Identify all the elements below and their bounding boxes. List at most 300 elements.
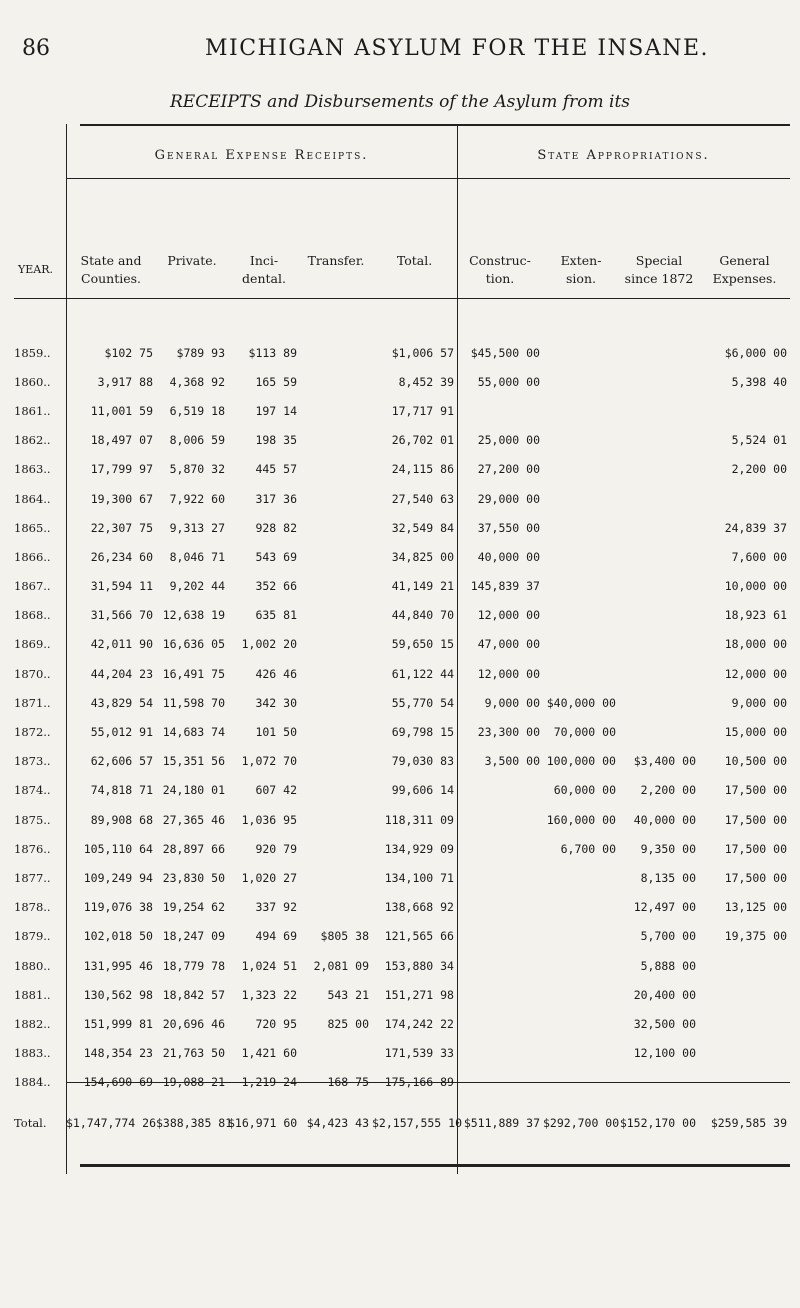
running-title: MICHIGAN ASYLUM FOR THE INSANE. (205, 36, 710, 61)
amount-cell: 61,122 44 (391, 666, 454, 681)
amount-cell: 18,923 61 (724, 608, 787, 623)
year-cell: 1860.. (14, 374, 51, 389)
amount-cell (543, 396, 619, 425)
amount-cell (457, 776, 543, 805)
amount-cell: 74,818 71 (90, 783, 153, 798)
amount-cell (300, 572, 372, 601)
amount-cell: 29,000 00 (477, 491, 540, 506)
amount-cell: 352 66 (255, 579, 297, 594)
amount-cell: 5,700 00 (640, 929, 696, 944)
amount-cell: 1,036 95 (241, 812, 297, 827)
group-header-general-expense: General Expense Receipts. (154, 148, 369, 163)
year-cell: 1876.. (14, 841, 51, 856)
col-header-total: Total. (396, 253, 433, 268)
amount-cell: 635 81 (255, 608, 297, 623)
amount-cell: 24,180 01 (162, 783, 225, 798)
amount-cell: 18,247 09 (162, 929, 225, 944)
table-row (14, 455, 790, 484)
amount-cell: $45,500 00 (470, 345, 540, 360)
amount-cell: 543 69 (255, 549, 297, 564)
header-bottom-rule (14, 298, 790, 299)
amount-cell (300, 630, 372, 659)
total-cell: $388,385 81 (156, 1116, 233, 1130)
amount-cell: $789 93 (176, 345, 225, 360)
amount-cell (300, 396, 372, 425)
amount-cell: 7,922 60 (169, 491, 225, 506)
amount-cell: 17,500 00 (724, 841, 787, 856)
amount-cell (300, 747, 372, 776)
amount-cell: 24,839 37 (724, 520, 787, 535)
table-row (14, 922, 790, 951)
amount-cell: 17,500 00 (724, 812, 787, 827)
total-cell: $259,585 39 (710, 1116, 787, 1130)
amount-cell (543, 1039, 619, 1068)
table-row (14, 893, 790, 922)
amount-cell (543, 863, 619, 892)
amount-cell: 101 50 (255, 725, 297, 740)
amount-cell (300, 455, 372, 484)
amount-cell (457, 863, 543, 892)
amount-cell: 19,088 21 (162, 1075, 225, 1090)
amount-cell: 8,452 39 (398, 374, 454, 389)
year-cell: 1883.. (14, 1046, 51, 1061)
amount-cell: 160,000 00 (546, 812, 616, 827)
amount-cell: 44,840 70 (391, 608, 454, 623)
amount-cell: 18,842 57 (162, 987, 225, 1002)
amount-cell: 15,351 56 (162, 754, 225, 769)
amount-cell (300, 863, 372, 892)
table-row (14, 980, 790, 1009)
amount-cell: 337 92 (255, 900, 297, 915)
amount-cell: 18,000 00 (724, 637, 787, 652)
amount-cell (457, 396, 543, 425)
amount-cell: 10,000 00 (724, 579, 787, 594)
amount-cell: 494 69 (255, 929, 297, 944)
year-cell: 1874.. (14, 783, 51, 798)
amount-cell: 55,770 54 (391, 695, 454, 710)
amount-cell (543, 893, 619, 922)
amount-cell: 11,001 59 (90, 403, 153, 418)
amount-cell (619, 426, 699, 455)
amount-cell: 3,917 88 (97, 374, 153, 389)
totals-rule (66, 1082, 790, 1083)
amount-cell: 27,540 63 (391, 491, 454, 506)
amount-cell: 31,594 11 (90, 579, 153, 594)
year-cell: 1873.. (14, 754, 51, 769)
year-cell: 1862.. (14, 433, 51, 448)
amount-cell: 1,002 20 (241, 637, 297, 652)
amount-cell: 607 42 (255, 783, 297, 798)
amount-cell: $3,400 00 (633, 754, 696, 769)
amount-cell (543, 572, 619, 601)
amount-cell: 22,307 75 (90, 520, 153, 535)
amount-cell (300, 542, 372, 571)
amount-cell: 9,000 00 (731, 695, 787, 710)
amount-cell (300, 776, 372, 805)
amount-cell: 16,636 05 (162, 637, 225, 652)
year-cell: 1877.. (14, 870, 51, 885)
amount-cell: $113 89 (248, 345, 297, 360)
col-header-general-expenses: General Expenses. (712, 253, 777, 286)
amount-cell: 19,375 00 (724, 929, 787, 944)
amount-cell (457, 980, 543, 1009)
amount-cell (300, 338, 372, 367)
amount-cell: 1,323 22 (241, 987, 297, 1002)
amount-cell: 8,046 71 (169, 549, 225, 564)
amount-cell: 165 59 (255, 374, 297, 389)
amount-cell: 23,300 00 (477, 725, 540, 740)
amount-cell: 5,888 00 (640, 958, 696, 973)
amount-cell: 100,000 00 (546, 754, 616, 769)
amount-cell (543, 601, 619, 630)
year-cell: 1863.. (14, 462, 51, 477)
amount-cell: 445 57 (255, 462, 297, 477)
amount-cell (457, 834, 543, 863)
amount-cell: 3,500 00 (484, 754, 540, 769)
amount-cell (300, 893, 372, 922)
col-header-extension: Exten- sion. (560, 253, 602, 286)
amount-cell: 15,000 00 (724, 725, 787, 740)
amount-cell: 32,549 84 (391, 520, 454, 535)
amount-cell: 43,829 54 (90, 695, 153, 710)
table-row (14, 396, 790, 425)
amount-cell (457, 922, 543, 951)
amount-cell: 40,000 00 (477, 549, 540, 564)
amount-cell: $1,006 57 (391, 345, 454, 360)
amount-cell (619, 630, 699, 659)
table-row (14, 484, 790, 513)
amount-cell (543, 1009, 619, 1038)
amount-cell: 1,072 70 (241, 754, 297, 769)
amount-cell: $6,000 00 (724, 345, 787, 360)
amount-cell: 720 95 (255, 1016, 297, 1031)
amount-cell: 17,717 91 (391, 403, 454, 418)
amount-cell: 6,700 00 (560, 841, 616, 856)
amount-cell (619, 484, 699, 513)
amount-cell (619, 688, 699, 717)
amount-cell (699, 1039, 790, 1068)
amount-cell: 198 35 (255, 433, 297, 448)
total-cell: $292,700 00 (543, 1116, 620, 1130)
amount-cell: 119,076 38 (83, 900, 153, 915)
amount-cell: 17,500 00 (724, 870, 787, 885)
amount-cell: 62,606 57 (90, 754, 153, 769)
year-cell: 1879.. (14, 929, 51, 944)
amount-cell: 69,798 15 (391, 725, 454, 740)
amount-cell: 197 14 (255, 403, 297, 418)
amount-cell: 102,018 50 (83, 929, 153, 944)
amount-cell: 25,000 00 (477, 433, 540, 448)
year-cell: 1868.. (14, 608, 51, 623)
amount-cell: 17,500 00 (724, 783, 787, 798)
amount-cell (619, 513, 699, 542)
year-cell: 1880.. (14, 958, 51, 973)
amount-cell (457, 1009, 543, 1038)
amount-cell (619, 367, 699, 396)
amount-cell: 10,500 00 (724, 754, 787, 769)
amount-cell (543, 659, 619, 688)
amount-cell (457, 1039, 543, 1068)
amount-cell (543, 426, 619, 455)
totals-label: Total. (14, 1116, 47, 1130)
amount-cell (699, 484, 790, 513)
amount-cell: 2,081 09 (313, 958, 369, 973)
amount-cell: 12,638 19 (162, 608, 225, 623)
amount-cell: $40,000 00 (546, 695, 616, 710)
amount-cell (457, 893, 543, 922)
amount-cell: 5,398 40 (731, 374, 787, 389)
table-row (14, 834, 790, 863)
amount-cell: 41,149 21 (391, 579, 454, 594)
amount-cell (457, 951, 543, 980)
total-cell: $16,971 60 (228, 1116, 298, 1130)
table-row (14, 572, 790, 601)
col-header-incidental: Inci- dental. (242, 253, 286, 286)
table-row (14, 513, 790, 542)
total-cell: $511,889 37 (463, 1116, 540, 1130)
amount-cell (457, 805, 543, 834)
amount-cell: 543 21 (327, 987, 369, 1002)
amount-cell: 134,929 09 (384, 841, 454, 856)
amount-cell: 12,100 00 (633, 1046, 696, 1061)
amount-cell: $805 38 (320, 929, 369, 944)
amount-cell: 79,030 83 (391, 754, 454, 769)
col-header-private: Private. (167, 253, 217, 268)
amount-cell: 55,012 91 (90, 725, 153, 740)
amount-cell: 5,524 01 (731, 433, 787, 448)
amount-cell (543, 630, 619, 659)
amount-cell: 109,249 94 (83, 870, 153, 885)
amount-cell: 9,000 00 (484, 695, 540, 710)
table-row (14, 717, 790, 746)
amount-cell (699, 1009, 790, 1038)
year-cell: 1884.. (14, 1075, 51, 1090)
col-header-construction: Construc- tion. (469, 253, 531, 286)
amount-cell: 55,000 00 (477, 374, 540, 389)
data-rows (14, 338, 790, 1097)
amount-cell (619, 572, 699, 601)
amount-cell (619, 659, 699, 688)
amount-cell: 12,000 00 (477, 608, 540, 623)
amount-cell (543, 455, 619, 484)
amount-cell: 175,166 89 (384, 1075, 454, 1090)
table-row (14, 542, 790, 571)
page-number: 86 (22, 36, 50, 61)
col-header-state-counties: State and Counties. (80, 253, 142, 286)
amount-cell (543, 367, 619, 396)
amount-cell: 13,125 00 (724, 900, 787, 915)
amount-cell: 4,368 92 (169, 374, 225, 389)
amount-cell: 151,271 98 (384, 987, 454, 1002)
group-underline-state (457, 178, 790, 179)
amount-cell: 26,234 60 (90, 549, 153, 564)
amount-cell: 153,880 34 (384, 958, 454, 973)
amount-cell (619, 338, 699, 367)
amount-cell: 342 30 (255, 695, 297, 710)
amount-cell (300, 834, 372, 863)
amount-cell (300, 426, 372, 455)
year-cell: 1861.. (14, 403, 51, 418)
amount-cell (543, 542, 619, 571)
amount-cell: 19,254 62 (162, 900, 225, 915)
amount-cell (543, 484, 619, 513)
amount-cell: 174,242 22 (384, 1016, 454, 1031)
amount-cell: 21,763 50 (162, 1046, 225, 1061)
amount-cell: 47,000 00 (477, 637, 540, 652)
year-cell: 1859.. (14, 345, 51, 360)
amount-cell (619, 542, 699, 571)
amount-cell: 121,565 66 (384, 929, 454, 944)
amount-cell: 18,779 78 (162, 958, 225, 973)
amount-cell: 2,200 00 (640, 783, 696, 798)
amount-cell: 9,350 00 (640, 841, 696, 856)
amount-cell: 27,365 46 (162, 812, 225, 827)
amount-cell: 20,400 00 (633, 987, 696, 1002)
amount-cell: 11,598 70 (162, 695, 225, 710)
table-row (14, 338, 790, 367)
amount-cell (543, 951, 619, 980)
amount-cell: 118,311 09 (384, 812, 454, 827)
table-caption: RECEIPTS and Disbursements of the Asylum from its (169, 92, 631, 112)
amount-cell (300, 367, 372, 396)
amount-cell (619, 601, 699, 630)
amount-cell: 1,219 24 (241, 1075, 297, 1090)
amount-cell: 34,825 00 (391, 549, 454, 564)
year-cell: 1881.. (14, 987, 51, 1002)
amount-cell (300, 717, 372, 746)
amount-cell: 26,702 01 (391, 433, 454, 448)
year-column-header: YEAR. (18, 263, 54, 276)
amount-cell (300, 601, 372, 630)
amount-cell: 17,799 97 (90, 462, 153, 477)
amount-cell: 20,696 46 (162, 1016, 225, 1031)
year-cell: 1878.. (14, 900, 51, 915)
total-cell: $4,423 43 (306, 1116, 369, 1130)
total-cell: $2,157,555 10 (372, 1116, 463, 1130)
amount-cell (543, 513, 619, 542)
amount-cell: 928 82 (255, 520, 297, 535)
group-underline-general (66, 178, 457, 179)
amount-cell: 19,300 67 (90, 491, 153, 506)
amount-cell: 8,135 00 (640, 870, 696, 885)
amount-cell: 24,115 86 (391, 462, 454, 477)
amount-cell (543, 338, 619, 367)
amount-cell: 40,000 00 (633, 812, 696, 827)
amount-cell: 70,000 00 (553, 725, 616, 740)
amount-cell: 23,830 50 (162, 870, 225, 885)
year-cell: 1864.. (14, 491, 51, 506)
year-cell: 1872.. (14, 725, 51, 740)
amount-cell: 9,313 27 (169, 520, 225, 535)
amount-cell: 131,995 46 (83, 958, 153, 973)
group-header-state-appropriations: State Appropriations. (537, 148, 710, 163)
amount-cell (619, 455, 699, 484)
year-cell: 1865.. (14, 520, 51, 535)
amount-cell (300, 513, 372, 542)
amount-cell: $102 75 (104, 345, 153, 360)
amount-cell: 7,600 00 (731, 549, 787, 564)
amount-cell: 9,202 44 (169, 579, 225, 594)
amount-cell: 99,606 14 (391, 783, 454, 798)
amount-cell (619, 717, 699, 746)
amount-cell (300, 805, 372, 834)
amount-cell (619, 396, 699, 425)
amount-cell: 42,011 90 (90, 637, 153, 652)
amount-cell: 317 36 (255, 491, 297, 506)
year-cell: 1871.. (14, 695, 51, 710)
amount-cell: 130,562 98 (83, 987, 153, 1002)
amount-cell: 44,204 23 (90, 666, 153, 681)
amount-cell: 12,497 00 (633, 900, 696, 915)
table-row (14, 601, 790, 630)
amount-cell: 1,421 60 (241, 1046, 297, 1061)
table-row (14, 1039, 790, 1068)
amount-cell: 16,491 75 (162, 666, 225, 681)
year-cell: 1882.. (14, 1016, 51, 1031)
amount-cell: 12,000 00 (724, 666, 787, 681)
amount-cell: 145,839 37 (470, 579, 540, 594)
amount-cell (300, 659, 372, 688)
amount-cell: 426 46 (255, 666, 297, 681)
amount-cell (300, 1039, 372, 1068)
table-row (14, 688, 790, 717)
year-cell: 1867.. (14, 579, 51, 594)
table-row (14, 659, 790, 688)
amount-cell: 920 79 (255, 841, 297, 856)
amount-cell: 8,006 59 (169, 433, 225, 448)
total-cell: $152,170 00 (619, 1116, 696, 1130)
amount-cell: 60,000 00 (553, 783, 616, 798)
table-row (14, 951, 790, 980)
amount-cell (699, 980, 790, 1009)
col-header-transfer: Transfer. (307, 253, 365, 268)
amount-cell: 6,519 18 (169, 403, 225, 418)
amount-cell (543, 922, 619, 951)
table-row (14, 367, 790, 396)
amount-cell: 1,024 51 (241, 958, 297, 973)
amount-cell: 28,897 66 (162, 841, 225, 856)
amount-cell: 138,668 92 (384, 900, 454, 915)
amount-cell (300, 688, 372, 717)
amount-cell: 12,000 00 (477, 666, 540, 681)
amount-cell: 89,908 68 (90, 812, 153, 827)
total-cell: $1,747,774 26 (66, 1116, 157, 1130)
amount-cell: 31,566 70 (90, 608, 153, 623)
amount-cell: 1,020 27 (241, 870, 297, 885)
amount-cell (543, 980, 619, 1009)
amount-cell: 134,100 71 (384, 870, 454, 885)
amount-cell (699, 396, 790, 425)
amount-cell: 105,110 64 (83, 841, 153, 856)
amount-cell: 151,999 81 (83, 1016, 153, 1031)
amount-cell: 148,354 23 (83, 1046, 153, 1061)
amount-cell: 154,690 69 (83, 1075, 153, 1090)
top-rule (80, 124, 790, 126)
amount-cell: 168 75 (327, 1075, 369, 1090)
amount-cell: 37,550 00 (477, 520, 540, 535)
table-row (14, 747, 790, 776)
col-header-special: Special since 1872 (624, 253, 694, 286)
year-cell: 1870.. (14, 666, 51, 681)
year-cell: 1869.. (14, 637, 51, 652)
amount-cell: 2,200 00 (731, 462, 787, 477)
table-row (14, 805, 790, 834)
bottom-rule (80, 1164, 790, 1167)
amount-cell: 5,870 32 (169, 462, 225, 477)
amount-cell: 18,497 07 (90, 433, 153, 448)
table-row (14, 863, 790, 892)
amount-cell: 59,650 15 (391, 637, 454, 652)
